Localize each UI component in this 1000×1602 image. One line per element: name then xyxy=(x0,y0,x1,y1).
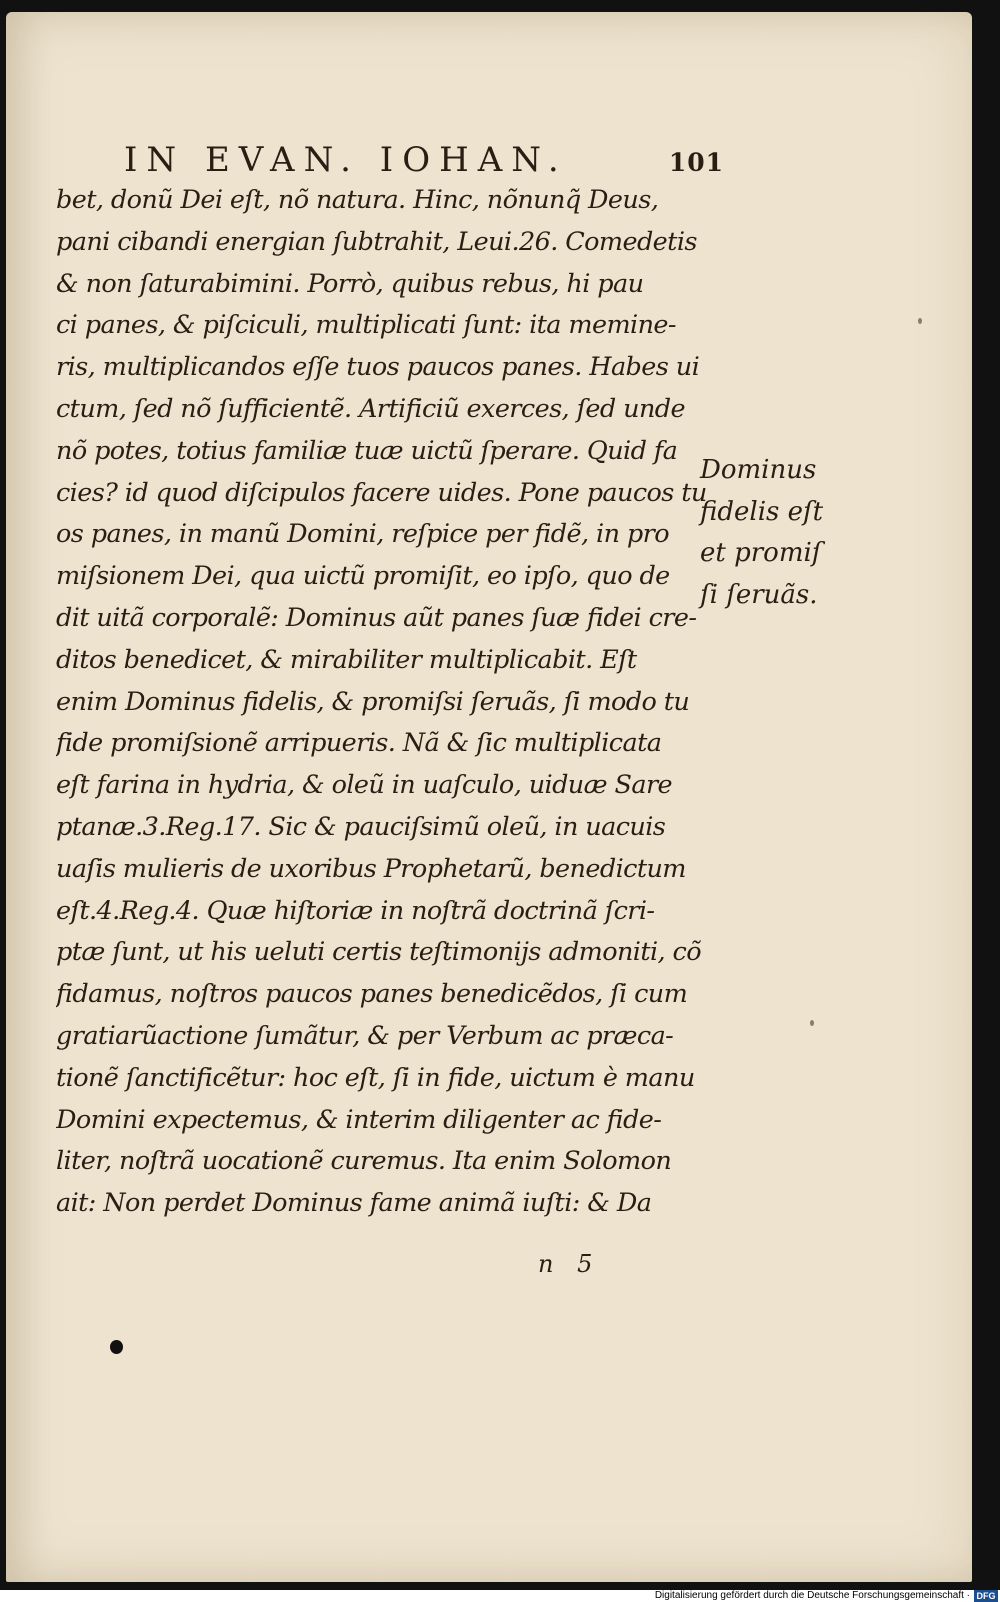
text-line: eſt farina in hydria, & oleũ in uaſculo, uiduæ Sare xyxy=(56,770,673,801)
text-line: Domini expectemus, & interim diligenter ac fide- xyxy=(56,1104,662,1135)
running-head-title: IN EVAN. IOHAN. xyxy=(124,140,568,180)
text-line: uaſis mulieris de uxoribus Prophetarũ, benedictum xyxy=(56,853,686,884)
text-line: eſt.4.Reg.4. Quæ hiſtoriæ in noſtrã doctrinã ſcri- xyxy=(56,895,655,926)
text-line: cies? id quod diſcipulos facere uides. Pone paucos tu xyxy=(56,477,707,508)
text-line: ci panes, & piſciculi, multiplicati ſunt: ita memine- xyxy=(56,310,676,341)
body-text xyxy=(56,180,716,1225)
digitization-footer xyxy=(0,1590,1000,1602)
text-line: fide promiſsionẽ arripueris. Nã & ſic multiplicata xyxy=(56,728,662,759)
marginal-note-line: fidelis eſt xyxy=(700,496,824,527)
dfg-logo: DFG xyxy=(974,1590,998,1602)
text-line: ait: Non perdet Dominus fame animã iuſti: & Da xyxy=(56,1188,652,1219)
text-line: ctum, ſed nõ ſufficientẽ. Artificiũ exerces, ſed unde xyxy=(56,393,685,424)
text-line: os panes, in manũ Domini, reſpice per fidẽ, in pro xyxy=(56,519,669,550)
signature-mark: n 5 xyxy=(538,1250,601,1278)
paper-speck xyxy=(810,1020,814,1026)
text-line: fidamus, noſtros paucos panes benedicẽdos, ſi cum xyxy=(56,979,688,1010)
text-line: gratiarũactione ſumãtur, & per Verbum ac præca- xyxy=(56,1020,674,1051)
ink-blot xyxy=(110,1340,123,1354)
funding-credit: Digitalisierung gefördert durch die Deutsche Forschungsgemeinschaft · xyxy=(654,1590,970,1601)
text-line: nõ potes, totius familiæ tuæ uictũ ſperare. Quid fa xyxy=(56,435,678,466)
text-line: dit uitã corporalẽ: Dominus aũt panes ſuæ fidei cre- xyxy=(56,602,697,633)
text-line: ptæ ſunt, ut his ueluti certis teſtimonijs admoniti, cõ xyxy=(56,937,701,968)
text-line: liter, noſtrã uocationẽ curemus. Ita enim Solomon xyxy=(56,1146,672,1177)
text-line: pani cibandi energian ſubtrahit, Leui.26. Comedetis xyxy=(56,226,697,257)
text-line: enim Dominus fidelis, & promiſsi ſeruãs, ſi modo tu xyxy=(56,686,690,717)
text-line: ptanæ.3.Reg.17. Sic & pauciſsimũ oleũ, in uacuis xyxy=(56,811,666,842)
text-line: miſsionem Dei, qua uictũ promiſit, eo ipſo, quo de xyxy=(56,561,670,592)
paper-speck xyxy=(918,318,922,324)
text-line: ris, multiplicandos eſſe tuos paucos panes. Habes ui xyxy=(56,352,700,383)
text-line: ditos benedicet, & mirabiliter multiplicabit. Eſt xyxy=(56,644,637,675)
text-line: tionẽ ſanctificẽtur: hoc eſt, ſi in fide, uictum è manu xyxy=(56,1062,695,1093)
page-number: 101 xyxy=(668,148,724,177)
marginal-note-line: et promiſ xyxy=(700,538,822,568)
marginal-note-line: ſi ſeruãs. xyxy=(700,579,818,610)
text-line: & non ſaturabimini. Porrò, quibus rebus, hi pau xyxy=(56,268,644,299)
text-line: bet, donũ Dei eſt, nõ natura. Hinc, nõnunq̃ Deus, xyxy=(56,185,659,215)
marginal-note-line: Dominus xyxy=(700,455,817,485)
marginal-note xyxy=(700,450,850,616)
